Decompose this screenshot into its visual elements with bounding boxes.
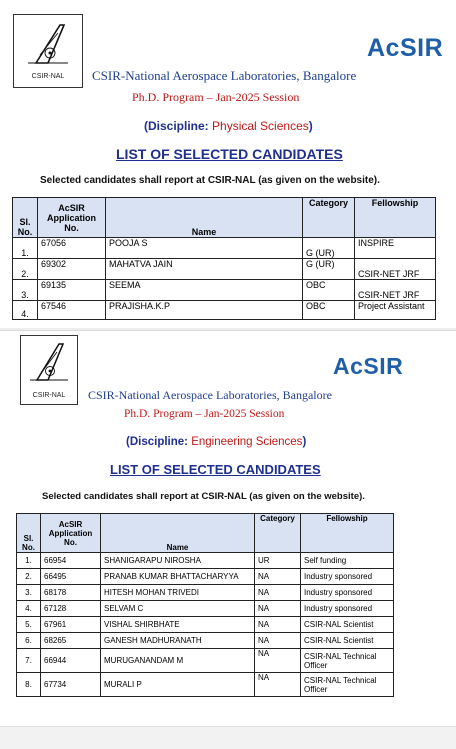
discipline-value: Physical Sciences [212, 119, 309, 133]
table-row [17, 633, 394, 649]
discipline-close: ) [302, 436, 307, 448]
cell-name: GANESH MADHURANATH [101, 633, 255, 649]
section-engineering-sciences [0, 330, 456, 726]
cell-category: NA [255, 649, 301, 673]
discipline-line [144, 119, 313, 133]
cell-name: VISHAL SHIRBHATE [101, 617, 255, 633]
cell-application: 68178 [41, 585, 101, 601]
cell-application: 67734 [41, 673, 101, 697]
table-row [17, 649, 394, 673]
cell-fellowship: Project Assistant [355, 301, 436, 320]
table-row [17, 585, 394, 601]
cell-name: SHANIGARAPU NIROSHA [101, 553, 255, 569]
cell-name: MURUGANANDAM M [101, 649, 255, 673]
col-header-name: Name [106, 198, 303, 238]
aircraft-tail-icon [14, 15, 82, 71]
cell-category: NA [255, 569, 301, 585]
cell-fellowship: CSIR-NAL Technical Officer [301, 673, 394, 697]
table-row [13, 259, 436, 280]
cell-fellowship: CSIR-NAL Technical Officer [301, 649, 394, 673]
table-row [17, 673, 394, 697]
cell-category: OBC [303, 280, 355, 301]
table-row [13, 280, 436, 301]
col-header-sl: Sl. No. [13, 198, 38, 238]
cell-name: SELVAM C [101, 601, 255, 617]
table-row [13, 238, 436, 259]
cell-application: 67128 [41, 601, 101, 617]
cell-application: 66944 [41, 649, 101, 673]
candidates-table [12, 197, 436, 320]
csir-nal-logo [13, 14, 83, 88]
table-row [17, 617, 394, 633]
cell-fellowship: INSPIRE [355, 238, 436, 259]
cell-fellowship: Self funding [301, 553, 394, 569]
discipline-close: ) [308, 119, 313, 133]
col-header-application: AcSIR Application No. [41, 514, 101, 553]
institute-name: CSIR-National Aerospace Laboratories, Bangalore [88, 388, 332, 402]
cell-sl: 2. [17, 569, 41, 585]
col-header-category: Category [303, 198, 355, 238]
cell-category: NA [255, 601, 301, 617]
cell-application: 69302 [38, 259, 106, 280]
discipline-label: (Discipline: [126, 436, 188, 448]
cell-sl: 3. [13, 280, 38, 301]
cell-application: 67056 [38, 238, 106, 259]
acsir-logo: AcSIR [333, 353, 404, 379]
cell-fellowship: Industry sponsored [301, 601, 394, 617]
cell-fellowship: Industry sponsored [301, 585, 394, 601]
col-header-application: AcSIR Application No. [38, 198, 106, 238]
cell-sl: 4. [17, 601, 41, 617]
cell-application: 68265 [41, 633, 101, 649]
logo-caption: CSIR-NAL [32, 392, 66, 399]
cell-sl: 1. [17, 553, 41, 569]
cell-name: PRAJISHA.K.P [106, 301, 303, 320]
cell-name: MAHATVA JAIN [106, 259, 303, 280]
candidates-table [16, 513, 394, 697]
cell-application: 66495 [41, 569, 101, 585]
section-physical-sciences [0, 0, 456, 328]
table-row [17, 601, 394, 617]
cell-name: PRANAB KUMAR BHATTACHARYYA [101, 569, 255, 585]
cell-sl: 2. [13, 259, 38, 280]
cell-fellowship: Industry sponsored [301, 569, 394, 585]
col-header-name: Name [101, 514, 255, 553]
cell-sl: 8. [17, 673, 41, 697]
list-heading: LIST OF SELECTED CANDIDATES [116, 146, 343, 162]
cell-fellowship: CSIR-NAL Scientist [301, 633, 394, 649]
discipline-line [126, 436, 306, 448]
aircraft-tail-icon [21, 336, 77, 388]
cell-category: NA [255, 673, 301, 697]
cell-fellowship: CSIR-NET JRF [355, 259, 436, 280]
cell-category: G (UR) [303, 259, 355, 280]
col-header-sl: Sl. No. [17, 514, 41, 553]
cell-category: NA [255, 617, 301, 633]
cell-sl: 5. [17, 617, 41, 633]
program-title: Ph.D. Program – Jan-2025 Session [132, 90, 300, 104]
col-header-category: Category [255, 514, 301, 553]
table-row [17, 553, 394, 569]
cell-sl: 3. [17, 585, 41, 601]
discipline-value: Engineering Sciences [191, 436, 303, 448]
cell-sl: 1. [13, 238, 38, 259]
cell-name: SEEMA [106, 280, 303, 301]
cell-fellowship: CSIR-NAL Scientist [301, 617, 394, 633]
report-note: Selected candidates shall report at CSIR-NAL (as given on the website). [42, 491, 365, 502]
cell-category: G (UR) [303, 238, 355, 259]
col-header-fellowship: Fellowship [355, 198, 436, 238]
cell-category: NA [255, 633, 301, 649]
csir-nal-logo [20, 335, 78, 405]
cell-sl: 4. [13, 301, 38, 320]
cell-category: OBC [303, 301, 355, 320]
cell-category: NA [255, 585, 301, 601]
logo-caption: CSIR-NAL [31, 73, 65, 80]
cell-category: UR [255, 553, 301, 569]
cell-name: HITESH MOHAN TRIVEDI [101, 585, 255, 601]
report-note: Selected candidates shall report at CSIR-NAL (as given on the website). [40, 175, 380, 186]
cell-application: 67546 [38, 301, 106, 320]
cell-sl: 7. [17, 649, 41, 673]
list-heading: LIST OF SELECTED CANDIDATES [110, 462, 321, 477]
cell-application: 67961 [41, 617, 101, 633]
table-row [17, 569, 394, 585]
discipline-label: (Discipline: [144, 119, 209, 133]
table-row [13, 301, 436, 320]
institute-name: CSIR-National Aerospace Laboratories, Bangalore [92, 68, 357, 83]
acsir-logo: AcSIR [367, 34, 444, 62]
page-footer-strip [0, 726, 456, 749]
cell-application: 66954 [41, 553, 101, 569]
program-title: Ph.D. Program – Jan-2025 Session [124, 408, 285, 420]
cell-name: MURALI P [101, 673, 255, 697]
col-header-fellowship: Fellowship [301, 514, 394, 553]
cell-sl: 6. [17, 633, 41, 649]
cell-application: 69135 [38, 280, 106, 301]
cell-name: POOJA S [106, 238, 303, 259]
cell-fellowship: CSIR-NET JRF [355, 280, 436, 301]
